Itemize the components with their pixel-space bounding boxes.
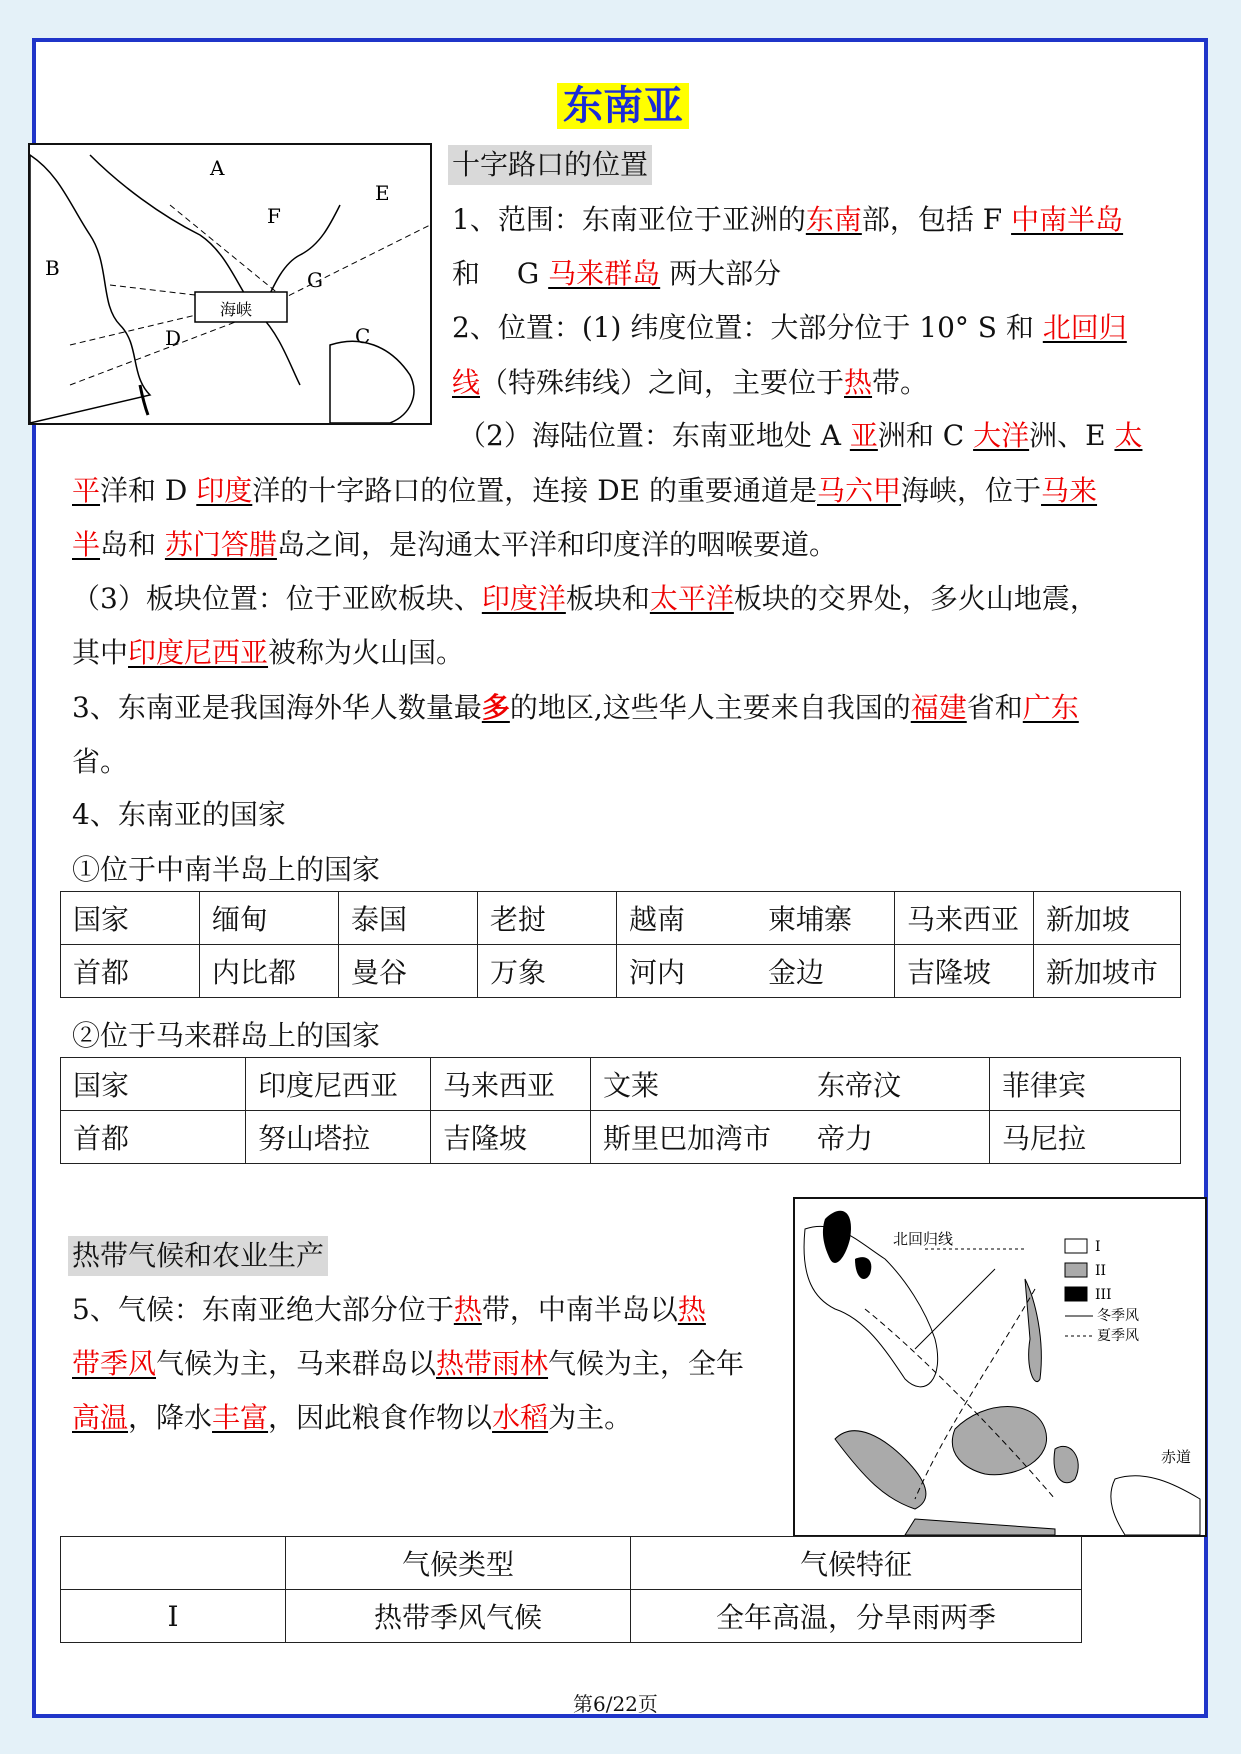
p3-answer-6b: 半 [72, 528, 101, 561]
table-cell: 首都 [61, 1111, 246, 1164]
tropic-label: 北回归线 [893, 1230, 954, 1248]
legend-2: II [1095, 1263, 1107, 1279]
p3-answer-3: 太 [1114, 419, 1143, 452]
climate-answer-5: 丰富 [212, 1401, 269, 1434]
table-cell: 东帝汶 [805, 1058, 990, 1111]
sub1: ①位于中南半岛上的国家 [72, 853, 381, 886]
table-row [61, 892, 1181, 945]
table-cell: 文莱 [591, 1058, 806, 1111]
p1-l2post: 两大部分 [660, 257, 782, 290]
page-title: 东南亚 [557, 83, 689, 129]
p3-answer-3b: 平 [72, 474, 101, 507]
p3-pre: （2）海陆位置：东南亚地处 A [458, 419, 850, 452]
table-cell: 帝力 [805, 1111, 990, 1164]
p5-answer-1: 多 [481, 691, 510, 724]
table-cell: 国家 [61, 1058, 246, 1111]
map-label-c: C [355, 324, 371, 348]
p4-pre: （3）板块位置：位于亚欧板块、 [72, 582, 482, 615]
p3-l2m2: 洋的十字路口的位置，连接 DE 的重要通道是 [252, 474, 817, 507]
table-cell: 吉隆坡 [895, 945, 1034, 998]
p5-m1: 的地区,这些华人主要来自我国的 [509, 691, 911, 724]
p3-l3m2: 岛之间，是沟通太平洋和印度洋的咽喉要道。 [276, 528, 837, 561]
map-label-b: B [45, 256, 60, 280]
climate-answer-6: 水稻 [492, 1401, 549, 1434]
table-cell: 马尼拉 [990, 1111, 1181, 1164]
p3-line2 [72, 473, 1097, 509]
table-cell: 河内 [617, 945, 757, 998]
table-cell: 缅甸 [200, 892, 339, 945]
legend-5: 夏季风 [1097, 1328, 1139, 1344]
p2-post: 带。 [872, 366, 929, 399]
table-cell: 印度尼西亚 [246, 1058, 431, 1111]
table-cell: 老挝 [478, 892, 617, 945]
climate-map-svg [795, 1199, 1205, 1535]
p3-m1: 洲和 C [877, 419, 974, 452]
p1-pre: 1、范围：东南亚位于亚洲的 [452, 203, 806, 236]
p2-line2 [452, 365, 928, 401]
p4-line2 [72, 635, 464, 671]
table-cell: 马来西亚 [431, 1058, 591, 1111]
table-cell: 柬埔寨 [756, 892, 895, 945]
p1-line2 [452, 256, 781, 292]
table-row [61, 1058, 1181, 1111]
p5-answer-2: 福建 [910, 691, 967, 724]
p2-line1 [452, 310, 1127, 346]
climate-line3 [72, 1400, 632, 1436]
p5-line2: 省。 [72, 745, 129, 778]
p3-answer-7: 苏门答腊 [164, 528, 277, 561]
p3-answer-2: 大洋 [973, 419, 1030, 452]
p2-answer-2: 热 [844, 366, 873, 399]
climate-l2m2: 气候为主，全年 [548, 1347, 745, 1380]
sub2: ②位于马来群岛上的国家 [72, 1019, 381, 1052]
climate-answer-4: 高温 [72, 1401, 129, 1434]
p4-m2: 板块的交界处，多火山地震， [733, 582, 1098, 615]
p2-answer-1b: 线 [452, 366, 481, 399]
table-cell [61, 1537, 286, 1590]
p3-answer-5: 马六甲 [817, 474, 902, 507]
table-cell: 热带季风气候 [286, 1590, 631, 1643]
climate-table [60, 1536, 1082, 1643]
p4-l2pre: 其中 [72, 636, 129, 669]
map-label-g: G [307, 268, 323, 292]
p1-line1 [452, 202, 1123, 238]
table-cell: 新加坡市 [1034, 945, 1181, 998]
climate-m1: 带，中南半岛以 [481, 1293, 678, 1326]
legend-4: 冬季风 [1097, 1308, 1139, 1324]
climate-line1 [72, 1292, 706, 1328]
table-cell: 国家 [61, 892, 200, 945]
table-cell: 越南 [617, 892, 757, 945]
p4-m1: 板块和 [565, 582, 650, 615]
p3-answer-6: 马来 [1041, 474, 1098, 507]
p5-answer-3: 广东 [1022, 691, 1079, 724]
p5-line1 [72, 690, 1079, 726]
climate-line2 [72, 1346, 744, 1382]
table-cell: 曼谷 [339, 945, 478, 998]
p1-l2pre: 和 G [452, 257, 549, 290]
table-cell: 马来西亚 [895, 892, 1034, 945]
p5-pre: 3、东南亚是我国海外华人数量最 [72, 691, 482, 724]
table-cell: I [61, 1590, 286, 1643]
p4-answer-2: 太平洋 [649, 582, 734, 615]
p3-l2m1: 洋和 D [100, 474, 197, 507]
table-cell: 斯里巴加湾市 [591, 1111, 806, 1164]
p3-m2: 洲、E [1029, 419, 1115, 452]
table-cell: 吉隆坡 [431, 1111, 591, 1164]
map-strait-label: 海峡 [220, 300, 253, 319]
table-cell: 新加坡 [1034, 892, 1181, 945]
p1-answer-2: 中南半岛 [1011, 203, 1124, 236]
table-cell: 气候特征 [631, 1537, 1082, 1590]
climate-l3m1: ，降水 [128, 1401, 213, 1434]
table-cell: 金边 [756, 945, 895, 998]
climate-answer-3: 热带雨林 [436, 1347, 549, 1380]
map-label-a: A [210, 156, 225, 180]
p3-answer-4: 印度 [196, 474, 253, 507]
p3-answer-1: 亚 [849, 419, 878, 452]
map-label-d: D [165, 326, 182, 350]
p2-mid: （特殊纬线）之间，主要位于 [480, 366, 845, 399]
p4-answer-1: 印度洋 [481, 582, 566, 615]
p3-l3m1: 岛和 [100, 528, 165, 561]
section2-heading: 热带气候和农业生产 [68, 1236, 328, 1276]
table-row [61, 945, 1181, 998]
p5-m2: 省和 [966, 691, 1023, 724]
table-cell: 首都 [61, 945, 200, 998]
p2-pre: 2、位置：(1) 纬度位置：大部分位于 10° S 和 [452, 311, 1043, 344]
p4-answer-3: 印度尼西亚 [128, 636, 269, 669]
climate-l3m3: 为主。 [548, 1401, 633, 1434]
table-cell: 内比都 [200, 945, 339, 998]
climate-l2m1: 气候为主，马来群岛以 [156, 1347, 437, 1380]
p1-mid: 部，包括 F [861, 203, 1012, 236]
section1-heading: 十字路口的位置 [448, 145, 652, 185]
map-label-f: F [267, 204, 281, 228]
climate-answer-2: 热 [677, 1293, 706, 1326]
p3-line1 [458, 418, 1142, 454]
climate-l3m2: ，因此粮食作物以 [268, 1401, 493, 1434]
climate-map [793, 1197, 1207, 1537]
legend-1: I [1095, 1239, 1101, 1255]
crossroads-map [28, 143, 432, 425]
crossroads-map-svg [30, 145, 430, 423]
p3-line3 [72, 527, 837, 563]
table-cell: 努山塔拉 [246, 1111, 431, 1164]
table-row [61, 1590, 1082, 1643]
p4-line1 [72, 581, 1098, 617]
legend-3: III [1095, 1287, 1112, 1303]
table-indochina [60, 891, 1181, 998]
page-number: 第6/22页 [573, 1692, 658, 1716]
table-row [61, 1111, 1181, 1164]
p1-answer-3: 马来群岛 [548, 257, 661, 290]
climate-answer-1: 热 [453, 1293, 482, 1326]
p1-answer-1: 东南 [805, 203, 862, 236]
table-malay [60, 1057, 1181, 1164]
equator-label: 赤道 [1161, 1448, 1192, 1466]
table-cell: 万象 [478, 945, 617, 998]
climate-answer-2b: 带季风 [72, 1347, 157, 1380]
p2-answer-1: 北回归 [1042, 311, 1127, 344]
table-cell: 菲律宾 [990, 1058, 1181, 1111]
p6: 4、东南亚的国家 [72, 798, 286, 831]
climate-pre: 5、气候：东南亚绝大部分位于 [72, 1293, 454, 1326]
table-row [61, 1537, 1082, 1590]
map-label-e: E [375, 181, 390, 205]
p4-l2post: 被称为火山国。 [268, 636, 465, 669]
table-cell: 气候类型 [286, 1537, 631, 1590]
p3-l2m3: 海峡，位于 [901, 474, 1042, 507]
table-cell: 全年高温，分旱雨两季 [631, 1590, 1082, 1643]
table-cell: 泰国 [339, 892, 478, 945]
